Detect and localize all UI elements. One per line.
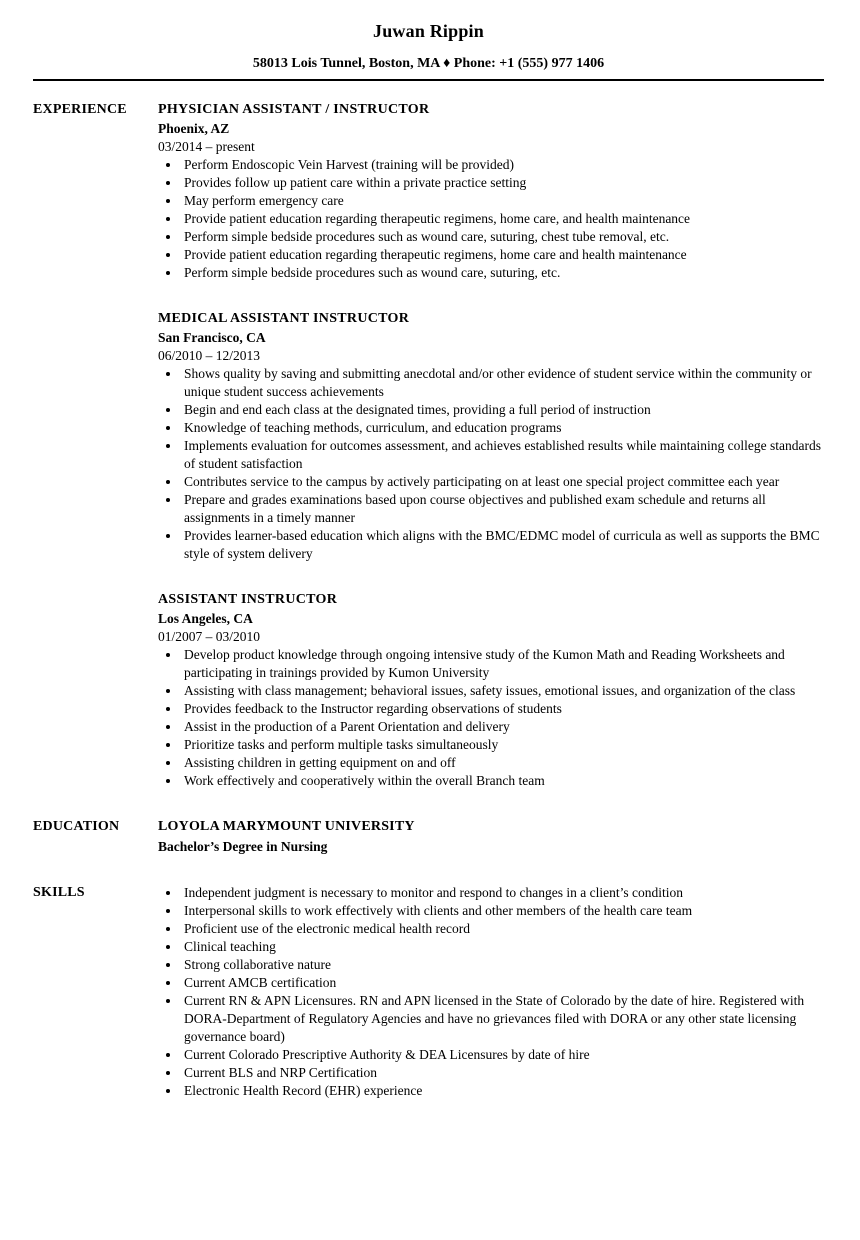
bullet-item: • Provides feedback to the Instructor regarding observations of students <box>181 700 824 718</box>
job-location: Los Angeles, CA <box>158 611 253 626</box>
experience-section <box>33 101 824 790</box>
bullet-item: • Prioritize tasks and perform multiple tasks simultaneously <box>181 736 824 754</box>
section-label-experience: EXPERIENCE <box>33 102 127 117</box>
resume-header <box>33 20 824 81</box>
experience-content <box>158 101 824 790</box>
section-label-skills: SKILLS <box>33 885 85 900</box>
bullet-item: • Current Colorado Prescriptive Authority & DEA Licensures by date of hire <box>181 1046 824 1064</box>
bullet-item: • Assisting with class management; behavioral issues, safety issues, emotional issues, and organization of the class <box>181 682 824 700</box>
bullet-item: • Interpersonal skills to work effectively with clients and other members of the health care team <box>181 902 824 920</box>
bullet-item: • Work effectively and cooperatively within the overall Branch team <box>181 772 824 790</box>
skills-content <box>158 884 824 1100</box>
bullet-item: • Knowledge of teaching methods, curriculum, and education programs <box>181 419 824 437</box>
bullet-list <box>158 365 824 563</box>
bullet-item: • Perform simple bedside procedures such as wound care, suturing, chest tube removal, etc. <box>181 228 824 246</box>
job-dates: 01/2007 – 03/2010 <box>158 629 261 644</box>
job-title: MEDICAL ASSISTANT INSTRUCTOR <box>158 311 410 326</box>
header-divider <box>33 79 824 81</box>
education-section <box>33 818 824 856</box>
bullet-item: • Electronic Health Record (EHR) experience <box>181 1082 824 1100</box>
bullet-item: • Provides learner-based education which aligns with the BMC/EDMC model of curricula as well as supports the BMC style of system delivery <box>181 527 824 563</box>
job-entry-physician-assistant <box>158 101 824 282</box>
bullet-item: • Perform simple bedside procedures such as wound care, suturing, etc. <box>181 264 824 282</box>
bullet-list <box>158 646 824 790</box>
bullet-item: • Provide patient education regarding therapeutic regimens, home care and health maintenance <box>181 246 824 264</box>
resume-body <box>33 101 824 1100</box>
degree: Bachelor’s Degree in Nursing <box>158 839 328 854</box>
job-location: San Francisco, CA <box>158 330 266 345</box>
bullet-item: • Contributes service to the campus by actively participating on at least one special project committee each year <box>181 473 824 491</box>
bullet-item: • Begin and end each class at the designated times, providing a full period of instruction <box>181 401 824 419</box>
bullet-item: • Provide patient education regarding therapeutic regimens, home care, and health maintenance <box>181 210 824 228</box>
bullet-item: • Implements evaluation for outcomes assessment, and achieves established results while maintaining college standards of student satisfaction <box>181 437 824 473</box>
bullet-item: • Strong collaborative nature <box>181 956 824 974</box>
contact-line: 58013 Lois Tunnel, Boston, MA ♦ Phone: +1 (555) 977 1406 <box>252 56 605 71</box>
bullet-list <box>158 156 824 282</box>
bullet-item: • Assisting children in getting equipment on and off <box>181 754 824 772</box>
resume-name: Juwan Rippin <box>373 21 484 41</box>
bullet-item: • Independent judgment is necessary to monitor and respond to changes in a client’s condition <box>181 884 824 902</box>
job-title: ASSISTANT INSTRUCTOR <box>158 592 338 607</box>
job-entry-medical-assistant-instructor <box>158 310 824 563</box>
bullet-item: • Current BLS and NRP Certification <box>181 1064 824 1082</box>
job-entry-assistant-instructor <box>158 591 824 790</box>
job-location: Phoenix, AZ <box>158 121 230 136</box>
job-title: PHYSICIAN ASSISTANT / INSTRUCTOR <box>158 102 430 117</box>
bullet-item: • Develop product knowledge through ongoing intensive study of the Kumon Math and Reading Worksheets and participating in trainings provided by Kumon University <box>181 646 824 682</box>
bullet-item: • Prepare and grades examinations based upon course objectives and published exam schedule and returns all assignments in a timely manner <box>181 491 824 527</box>
bullet-item: • Clinical teaching <box>181 938 824 956</box>
bullet-item: • Shows quality by saving and submitting anecdotal and/or other evidence of student service within the community or unique student success achievements <box>181 365 824 401</box>
skills-section <box>33 884 824 1100</box>
bullet-item: • Current RN & APN Licensures. RN and APN licensed in the State of Colorado by the date of hire. Registered with DORA-Department of Regulatory Agencies and have no grievances filed with DORA or any other state licensing governance board) <box>181 992 824 1046</box>
bullet-list <box>158 884 824 1100</box>
job-dates: 03/2014 – present <box>158 139 255 154</box>
bullet-item: • May perform emergency care <box>181 192 824 210</box>
school-name: LOYOLA MARYMOUNT UNIVERSITY <box>158 819 415 834</box>
education-content <box>158 818 824 856</box>
job-dates: 06/2010 – 12/2013 <box>158 348 261 363</box>
bullet-item: • Current AMCB certification <box>181 974 824 992</box>
bullet-item: • Perform Endoscopic Vein Harvest (training will be provided) <box>181 156 824 174</box>
section-label-education: EDUCATION <box>33 819 120 834</box>
bullet-item: • Provides follow up patient care within a private practice setting <box>181 174 824 192</box>
bullet-item: • Assist in the production of a Parent Orientation and delivery <box>181 718 824 736</box>
bullet-item: • Proficient use of the electronic medical health record <box>181 920 824 938</box>
